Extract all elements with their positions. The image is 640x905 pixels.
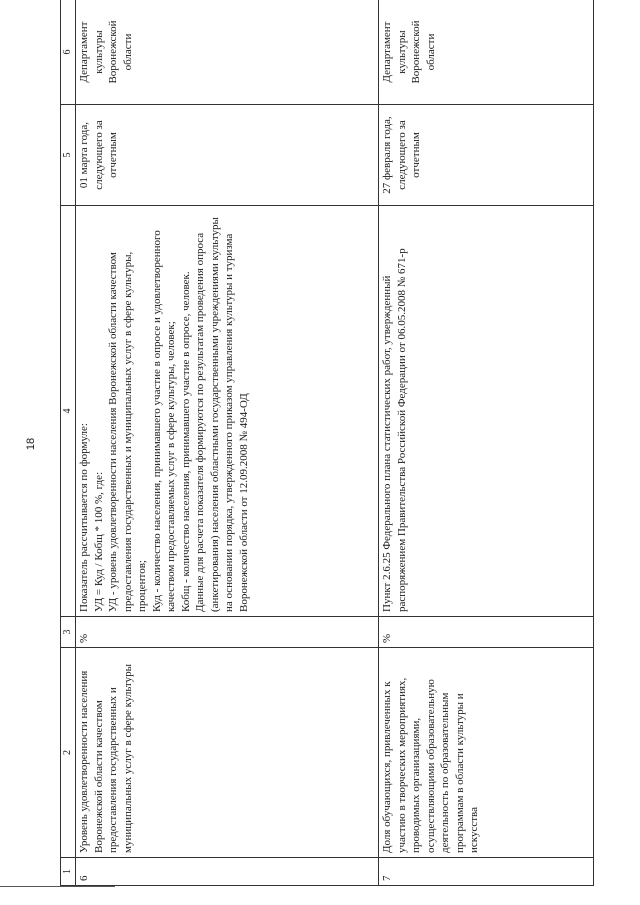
unit: % <box>379 617 594 648</box>
method-line: УД - уровень удовлетворенности населения Воронежской области качеством предоставления государственных и муниципальных услуг в сфере культуры, процентов; <box>107 251 148 612</box>
page-number: 18 <box>25 437 37 451</box>
method-line: УД = Куд / Кобщ * 100 %, где: <box>92 471 105 612</box>
unit: % <box>76 617 379 648</box>
column-number: 4 <box>61 206 76 617</box>
deadline: 01 марта года, следующего за отчетным <box>76 105 379 206</box>
footnote-rule <box>0 886 115 887</box>
row-number: 6 <box>76 858 379 886</box>
rotated-table-container <box>60 20 592 886</box>
table-row <box>379 0 594 886</box>
calculation-method <box>76 206 379 617</box>
column-numbers-row <box>61 0 76 886</box>
responsible-body: Департамент культуры Воронежской области <box>379 0 594 105</box>
method-line: Пункт 2.6.25 Федерального плана статистических работ, утвержденный распоряжением Правительства Российской Федерации от 06.05.2008 № 671-р <box>381 248 408 612</box>
row-number: 7 <box>379 858 594 886</box>
indicator-name: Уровень удовлетворенности населения Воронежской области качеством предоставления государственных и муниципальных услуг в сфере культуры <box>76 648 379 858</box>
deadline: 27 февраля года, следующего за отчетным <box>379 105 594 206</box>
method-line: Куд - количество населения, принимавшего участие в опросе и удовлетворенного качеством предоставляемых услуг в сфере культуры, человек; <box>150 230 177 612</box>
column-number: 3 <box>61 617 76 648</box>
indicator-name: Доля обучающихся, привлеченных к участию в творческих мероприятиях, проводимых организациями, осуществляющими образовательную деятельность по образовательным программам в области культуры и искусства <box>379 648 594 858</box>
method-line: Данные для расчета показателя формируются по результатам проведения опроса (анкетирования) населения областными государственными учреждениями культуры на основании порядка, утвержденного приказом управления культуры и туризма Воронежской области от 12.09.2008 № 494-ОД <box>194 217 250 612</box>
column-number: 6 <box>61 0 76 105</box>
column-number: 5 <box>61 105 76 206</box>
column-number: 1 <box>61 858 76 886</box>
responsible-body: Департамент культуры Воронежской области <box>76 0 379 105</box>
column-number: 2 <box>61 648 76 858</box>
table-row <box>76 0 379 886</box>
method-line: Кобщ - количество населения, принимавшего участие в опросе, человек. <box>179 271 192 612</box>
indicator-table <box>60 0 594 886</box>
calculation-method <box>379 206 594 617</box>
method-line: Показатель рассчитывается по формуле: <box>78 423 90 612</box>
